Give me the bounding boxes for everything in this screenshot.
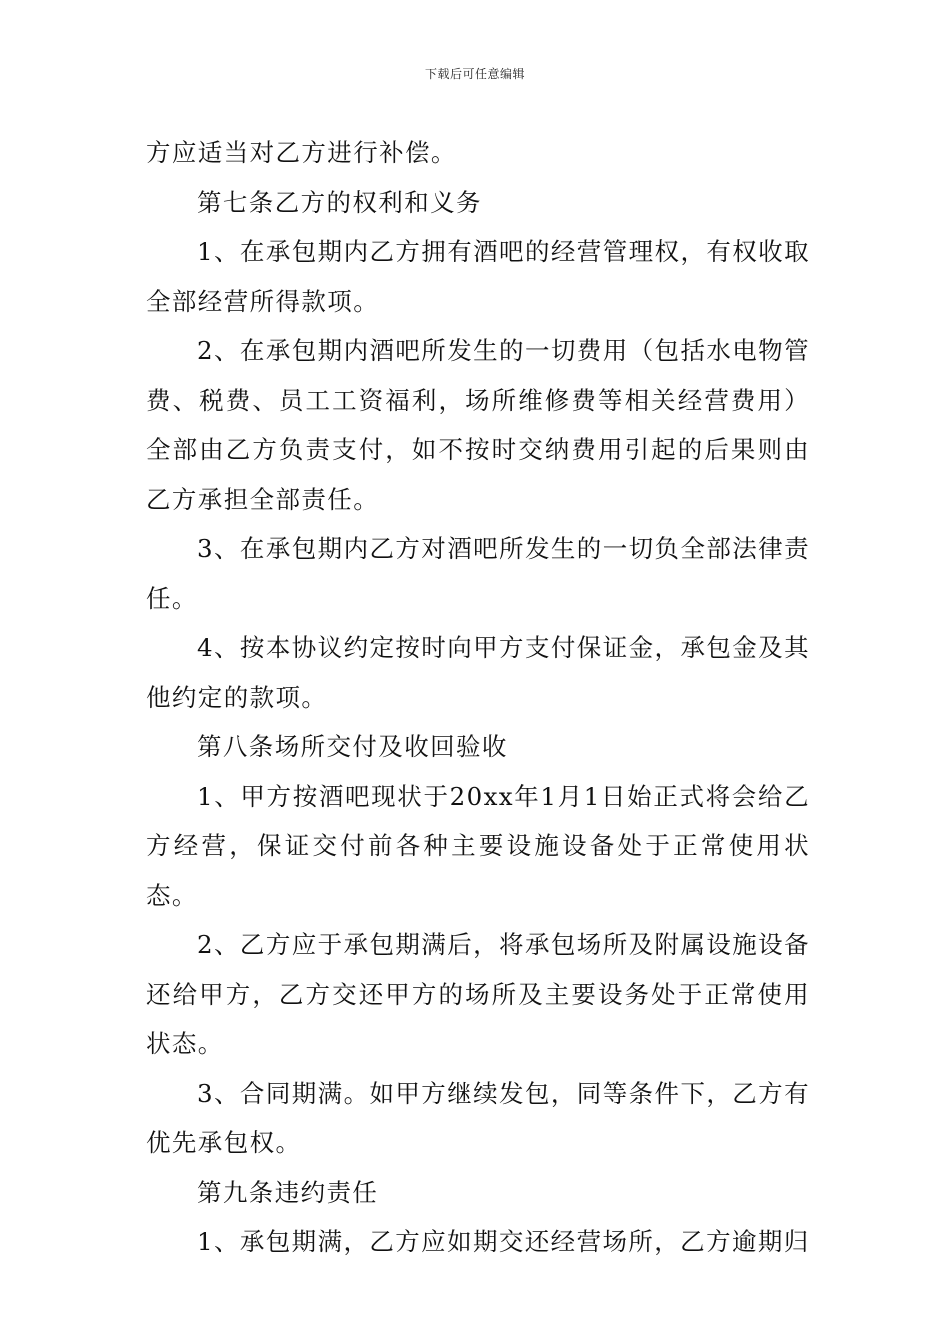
paragraph: 3、在承包期内乙方对酒吧所发生的一切负全部法律责任。 bbox=[146, 534, 810, 613]
paragraph: 1、在承包期内乙方拥有酒吧的经营管理权，有权收取全部经营所得款项。 bbox=[146, 237, 810, 316]
document-body bbox=[146, 128, 810, 1267]
page-header: 下载后可任意编辑 bbox=[424, 67, 525, 81]
paragraph: 4、按本协议约定按时向甲方支付保证金，承包金及其他约定的款项。 bbox=[146, 633, 810, 712]
paragraph: 2、在承包期内酒吧所发生的一切费用（包括水电物管费、税费、员工工资福利，场所维修费等相关经营费用）全部由乙方负责支付，如不按时交纳费用引起的后果则由乙方承担全部责任。 bbox=[146, 336, 810, 514]
paragraph: 方应适当对乙方进行补偿。 bbox=[146, 138, 457, 167]
section-heading: 第八条场所交付及收回验收 bbox=[197, 732, 508, 761]
paragraph: 1、甲方按酒吧现状于20xx年1月1日始正式将会给乙方经营，保证交付前各种主要设施设备处于正常使用状态。 bbox=[146, 781, 810, 910]
paragraph: 3、合同期满。如甲方继续发包，同等条件下，乙方有优先承包权。 bbox=[146, 1078, 810, 1157]
paragraph: 2、乙方应于承包期满后，将承包场所及附属设施设备还给甲方，乙方交还甲方的场所及主要设务处于正常使用状态。 bbox=[146, 930, 810, 1058]
section-heading: 第九条违约责任 bbox=[197, 1177, 379, 1207]
paragraph: 1、承包期满，乙方应如期交还经营场所，乙方逾期归 bbox=[197, 1227, 810, 1256]
section-heading: 第七条乙方的权利和义务 bbox=[197, 187, 482, 217]
